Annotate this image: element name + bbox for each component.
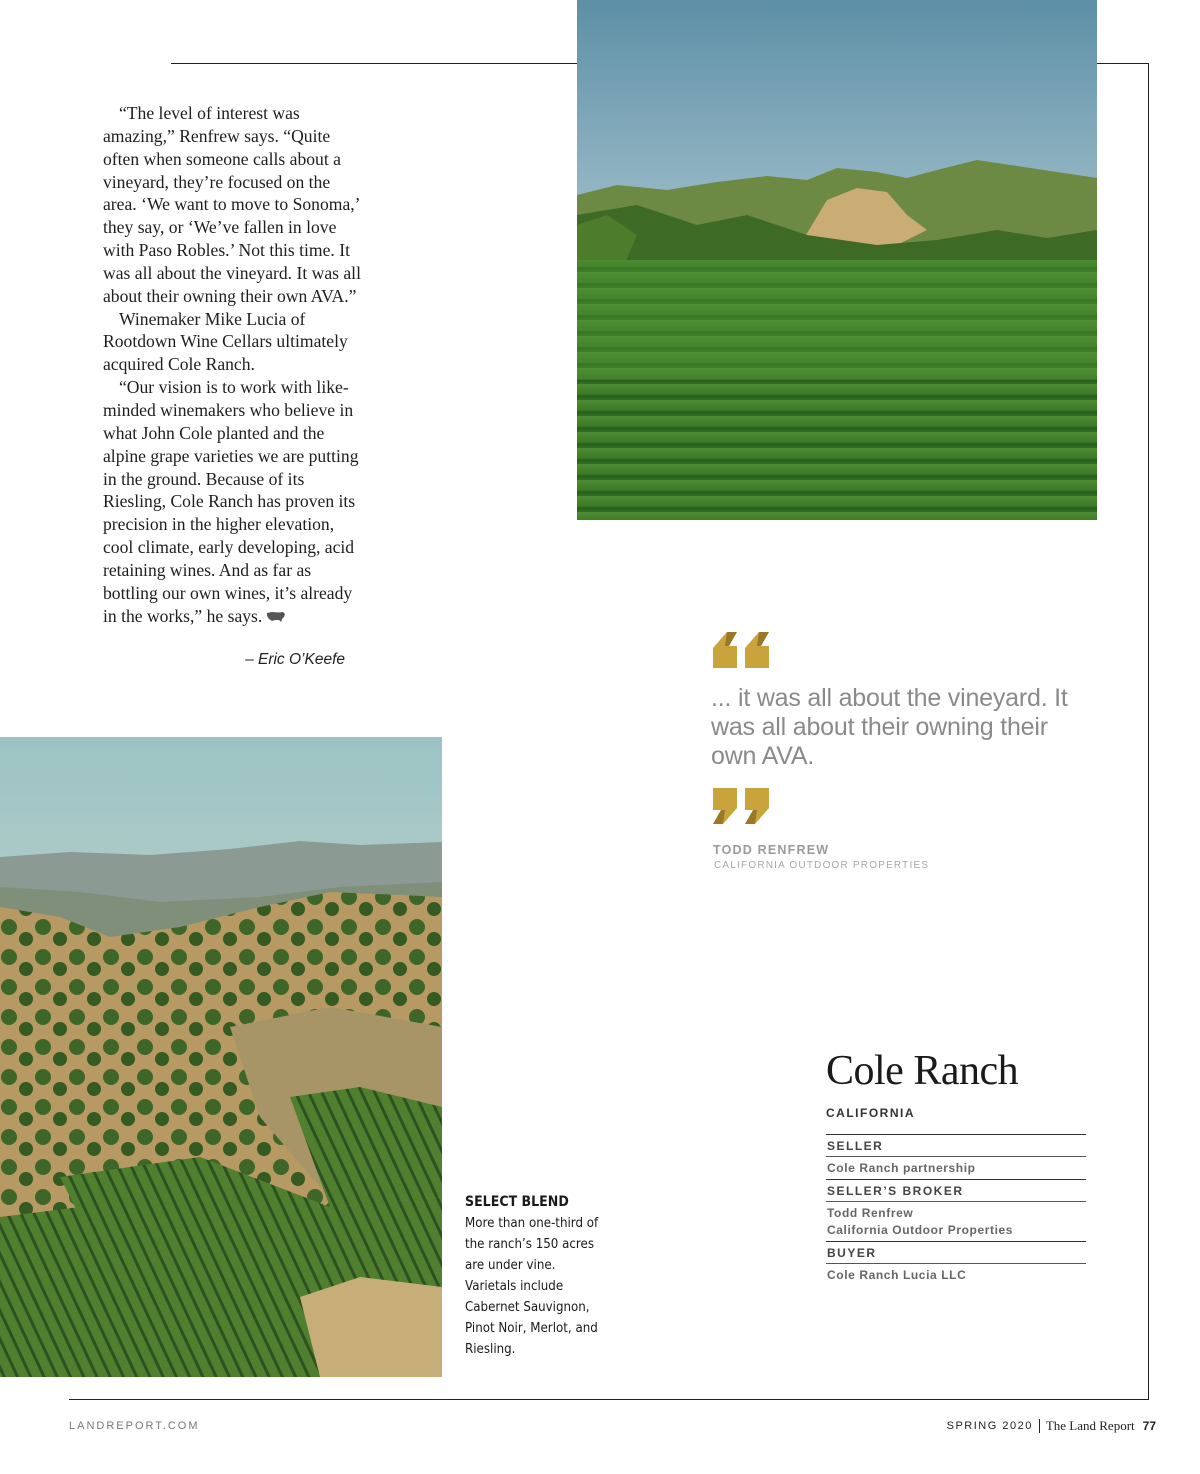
property-title: Cole Ranch: [826, 1048, 1019, 1094]
caption-body: More than one-third of the ranch’s 150 acres are under vine. Varietals include Cabernet Sauvignon, Pinot Noir, Merlot, and Riesling.: [465, 1216, 599, 1357]
info-value: [826, 1202, 1086, 1241]
info-label: SELLER: [826, 1135, 1086, 1157]
page-number: 77: [1142, 1419, 1156, 1433]
info-label: BUYER: [826, 1242, 1086, 1264]
property-state: CALIFORNIA: [826, 1106, 915, 1120]
info-value: Cole Ranch Lucia LLC: [827, 1268, 967, 1282]
usa-map-icon: [266, 611, 286, 623]
open-quote-icon: [713, 632, 769, 668]
close-quote-icon: [713, 788, 769, 824]
pull-quote-name: TODD RENFREW: [713, 843, 830, 857]
info-row-buyer: [826, 1241, 1086, 1286]
vineyard-photo-top: [577, 0, 1097, 520]
hills-photo-bottom: [0, 737, 442, 1377]
pull-quote-organization: CALIFORNIA OUTDOOR PROPERTIES: [714, 860, 930, 871]
info-label: SELLER’S BROKER: [826, 1180, 1086, 1202]
article-paragraph: Winemaker Mike Lucia of Rootdown Wine Cellars ultimately acquired Cole Ranch.: [103, 308, 348, 375]
pull-quote-text: ... it was all about the vineyard. It was all about their owning their own AVA.: [711, 684, 1068, 770]
frame-rule-right: [1148, 63, 1149, 1400]
footer-divider: [1039, 1419, 1040, 1433]
info-row-seller: [826, 1134, 1086, 1179]
footer-site: LANDREPORT.COM: [69, 1420, 200, 1432]
article-paragraph-text: “Our vision is to work with like-minded winemakers who believe in what John Cole planted and the alpine grape varieties we are putting in the ground. Because of its Riesling, Cole Ranch has proven its precision in the higher elevation, cool climate, early developing, acid retaining wines. And as far as bottling our own wines, it’s already in the works,” he says.: [103, 377, 359, 626]
caption-heading: SELECT BLEND: [465, 1194, 569, 1210]
article-body: [103, 102, 365, 627]
info-value-line: California Outdoor Properties: [827, 1223, 1014, 1237]
footer-magazine: The Land Report: [1045, 1418, 1135, 1433]
article-paragraph: “The level of interest was amazing,” Renfrew says. “Quite often when someone calls about a vineyard, they’re focused on the area. ‘We want to move to Sonoma,’ they say, or ‘We’ve fallen in love with Paso Robles.’ Not this time. It was all about the vineyard. It was all about their owning their own AVA.”: [103, 103, 361, 306]
photo-caption: [465, 1192, 600, 1360]
frame-rule-bottom: [69, 1399, 1149, 1400]
info-value-line: Todd Renfrew: [827, 1206, 914, 1220]
article-byline: – Eric O’Keefe: [245, 651, 345, 668]
article-paragraph: [103, 376, 365, 627]
info-value: Cole Ranch partnership: [827, 1161, 976, 1175]
info-row-sellers-broker: [826, 1179, 1086, 1241]
property-info-box: [826, 1046, 1086, 1286]
footer-season: SPRING 2020: [946, 1420, 1033, 1432]
footer-folio: [947, 1418, 1156, 1434]
